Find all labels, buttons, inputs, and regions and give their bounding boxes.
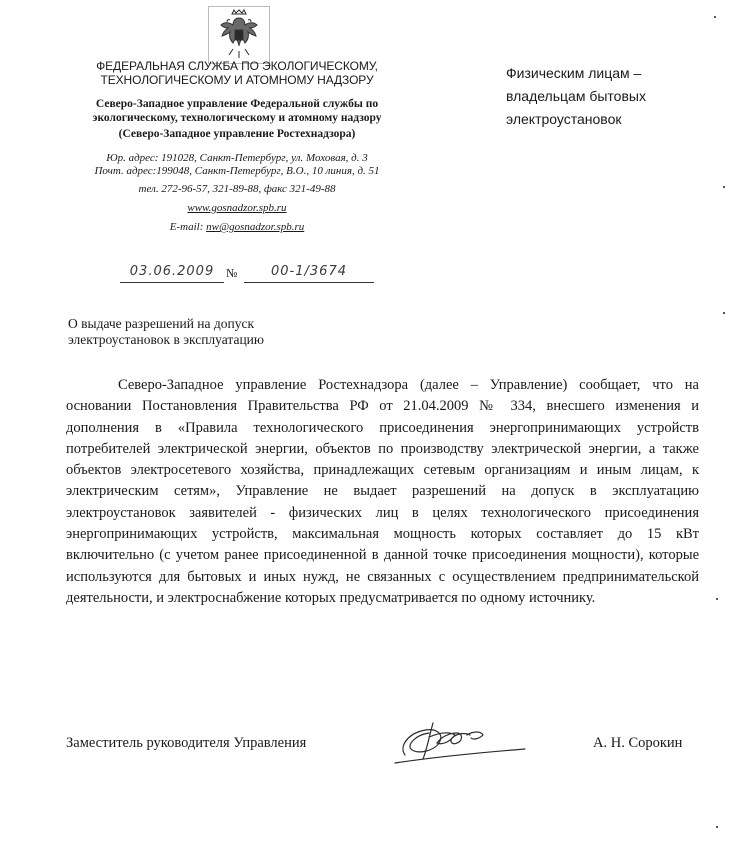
agency-name-line-1: ФЕДЕРАЛЬНАЯ СЛУЖБА ПО ЭКОЛОГИЧЕСКОМУ,	[96, 59, 378, 73]
registration-date: 03.06.2009	[120, 262, 224, 283]
subject-line-2: электроустановок в эксплуатацию	[68, 332, 264, 347]
registration-number: 00-1/3674	[244, 262, 374, 283]
phone-numbers: тел. 272-96-57, 321-89-88, факс 321-49-88	[138, 183, 336, 195]
email-line	[68, 221, 406, 233]
signatory-name: А. Н. Сорокин	[593, 735, 683, 751]
department-name	[68, 97, 406, 125]
department-name-line-2: экологическому, технологическому и атомному надзору	[92, 112, 382, 124]
scan-speck	[714, 16, 716, 18]
legal-address: Юр. адрес: 191028, Санкт-Петербург, ул. Моховая, д. 3	[106, 152, 368, 164]
scan-speck	[723, 312, 725, 314]
email-link[interactable]: nw@gosnadzor.spb.ru	[206, 221, 305, 233]
agency-name-line-2: ТЕХНОЛОГИЧЕСКОМУ И АТОМНОМУ НАДЗОРУ	[100, 73, 374, 87]
scan-speck	[723, 186, 725, 188]
registration-line	[120, 262, 370, 286]
agency-name	[68, 59, 406, 87]
letter-body: Северо-Западное управление Ростехнадзора (далее – Управление) сообщает, что на основании Постановления Правительства РФ от 21.04.2009 № 334, внесшего изменения и дополнения в «Правила технологического присоединения энергопринимающих устройств потребителей электрической энергии, объектов по производству электрической энергии, а также объектов электросетевого хозяйства, принадлежащих сетевым организациям и иным лицам, к электрическим сетям», Управление не выдает разрешений на допуск в эксплуатацию электроустановок заявителей - физических лиц в целях технологического присоединения энергопринимающих устройств, максимальная мощность которых составляет до 15 кВт включительно (с учетом ранее присоединенной в данной точке присоединения мощности), которые используются для бытовых и иных нужд, не связанных с осуществлением предпринимательской деятельности, и электроснабжение которых предусматривается по одному источнику.	[66, 377, 699, 606]
department-short-name: (Северо-Западное управление Ростехнадзора)	[118, 128, 356, 140]
addresses	[68, 152, 406, 178]
handwritten-signature-icon	[393, 713, 528, 771]
recipient-line-2: владельцам бытовых	[506, 88, 646, 104]
website-link[interactable]: www.gosnadzor.spb.ru	[187, 202, 287, 214]
signatory-position: Заместитель руководителя Управления	[66, 735, 307, 751]
department-name-line-1: Северо-Западное управление Федеральной службы по	[95, 98, 379, 110]
postal-address: Почт. адрес:199048, Санкт-Петербург, В.О., 10 линия, д. 51	[94, 165, 380, 177]
scan-speck	[716, 826, 718, 828]
subject	[68, 316, 368, 348]
coat-of-arms-icon	[208, 6, 270, 64]
email-label: E-mail:	[169, 221, 207, 233]
subject-line-1: О выдаче разрешений на допуск	[68, 316, 255, 331]
recipient-block	[506, 62, 706, 131]
number-sign: №	[226, 266, 238, 280]
recipient-line-1: Физическим лицам –	[506, 65, 642, 81]
recipient-line-3: электроустановок	[506, 111, 622, 127]
scan-speck	[716, 598, 718, 600]
